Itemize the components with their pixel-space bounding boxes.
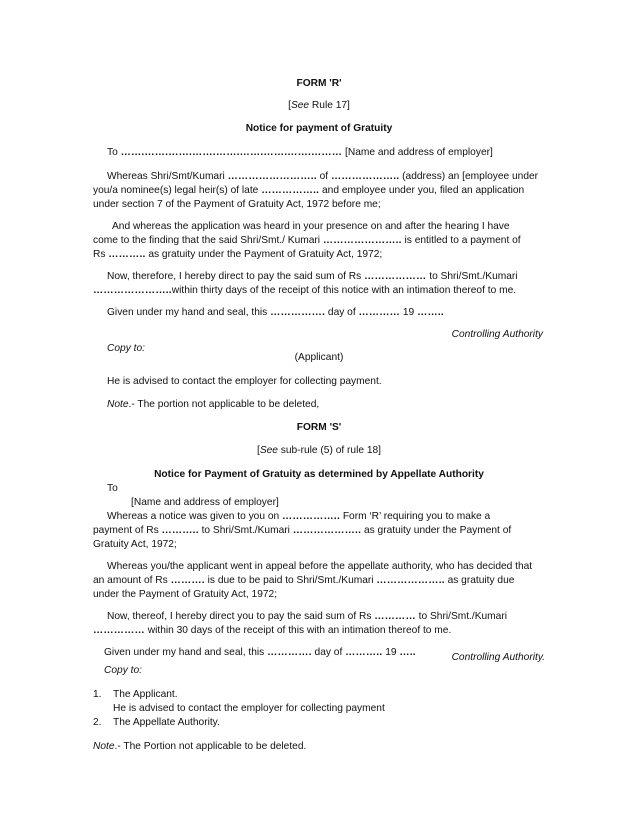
text: Now, therefore, I hereby direct to pay the said sum of Rs	[107, 271, 365, 282]
blank-dots: …..	[399, 647, 416, 658]
form-s-rule-ref: [See sub-rule (5) of rule 18]	[256, 445, 382, 456]
text: to Shri/Smt./Kumari	[198, 525, 293, 536]
blank-dots: …………………..	[93, 285, 172, 296]
form-s-to-name: [Name and address of employer]	[131, 497, 279, 508]
text: to Shri/Smt./Kumari	[426, 271, 518, 282]
blank-dots: ………………..	[376, 575, 445, 586]
list-item-1	[93, 688, 638, 703]
blank-dots: …………	[374, 611, 416, 622]
see-label: See	[290, 100, 310, 111]
form-r-p3-line2	[93, 284, 638, 299]
text: an amount of Rs	[93, 575, 171, 586]
blank-dots: ………………..	[292, 525, 362, 536]
form-r-to-line	[107, 146, 638, 161]
blank-dots: ………..	[345, 647, 383, 658]
to-suffix: [Name and address of employer]	[342, 147, 493, 158]
list-text: The Appellate Authority.	[113, 717, 220, 728]
form-r-heading: Notice for payment of Gratuity	[245, 123, 393, 134]
text: Whereas Shri/Smt/Kumari	[107, 171, 228, 182]
form-s-p3-line1	[107, 610, 638, 625]
text: of	[316, 171, 331, 182]
to-prefix: To	[107, 147, 121, 158]
form-s-given-line	[104, 646, 638, 661]
text: is due to be paid to Shri/Smt./Kumari	[204, 575, 377, 586]
form-r-controlling-authority: Controlling Authority	[451, 329, 543, 340]
form-r-p2-line3	[93, 248, 638, 263]
text: Rs	[93, 249, 109, 260]
form-s-p3-line2	[93, 624, 638, 639]
text: as gratuity under the Payment of	[361, 525, 512, 536]
form-s-p1-line1	[107, 510, 638, 525]
form-r-p2-line2	[93, 234, 638, 249]
note-text: .- The portion not applicable to be deleted,	[128, 399, 320, 410]
form-r-title: FORM 'R'	[296, 78, 342, 89]
form-s-title: FORM 'S'	[296, 422, 342, 433]
form-s-p1-line2	[93, 524, 638, 539]
text: to Shri/Smt./Kumari	[415, 611, 507, 622]
blank-dots: ……………..	[261, 185, 320, 196]
list-number: 2.	[93, 717, 102, 728]
blank-dots: ……………	[93, 625, 145, 636]
blank-dots: …….…….…….…….…….…….…….…….………	[120, 147, 343, 158]
text: Form ‘R’ requiring you to make a	[339, 511, 491, 522]
blank-dots: ………………	[364, 271, 427, 282]
form-r-copy-to: Copy to:	[107, 343, 145, 354]
text: Now, thereof, I hereby direct you to pay the said sum of Rs	[107, 611, 375, 622]
text: within thirty days of the receipt of this notice with an intimation thereof to me.	[171, 285, 517, 296]
form-s-copy-to: Copy to:	[104, 665, 142, 676]
blank-dots: …………………..	[322, 235, 402, 246]
list-number: 1.	[93, 689, 102, 700]
text: and employee under you, filed an application	[319, 185, 525, 196]
text: day of	[311, 647, 346, 658]
form-s-p2-line2	[93, 574, 638, 589]
blank-dots: ……..	[417, 307, 444, 318]
form-r-p1-line1	[107, 170, 638, 185]
text: within 30 days of the receipt of this with an intimation thereof to me.	[144, 625, 452, 636]
text: Whereas a notice was given to you on	[107, 511, 282, 522]
blank-dots: ………………..	[330, 171, 400, 182]
text: Given under my hand and seal, this	[107, 307, 271, 318]
form-s-p2-line1: Whereas you/the applicant went in appeal before the appellate authority, who has decided that	[107, 561, 533, 572]
list-item-1-sub: He is advised to contact the employer for collecting payment	[113, 703, 385, 714]
form-r-p2-line1: And whereas the application was heard in your presence on and after the hearing I have	[112, 221, 510, 232]
text: as gratuity due	[444, 575, 515, 586]
text: Given under my hand and seal, this	[104, 647, 268, 658]
text: 19	[400, 307, 418, 318]
blank-dots: ………..	[161, 525, 199, 536]
see-label: See	[259, 445, 278, 456]
text: payment of Rs	[93, 525, 162, 536]
form-r-note	[107, 398, 638, 413]
form-r-given-line	[107, 306, 638, 321]
note-text: .- The Portion not applicable to be deleted.	[114, 741, 307, 752]
form-r-advised: He is advised to contact the employer for collecting payment.	[107, 376, 382, 387]
note-label: Note	[93, 741, 115, 752]
list-text: The Applicant.	[113, 689, 178, 700]
form-s-note	[93, 740, 638, 755]
blank-dots: ……………..	[281, 511, 340, 522]
text: (address) an [employee under	[399, 171, 539, 182]
form-r-applicant: (Applicant)	[294, 352, 344, 363]
note-label: Note	[107, 399, 129, 410]
form-s-to: To	[107, 483, 118, 494]
rule-text: Rule 17]	[309, 100, 350, 111]
text: come to the finding that the said Shri/Smt./ Kumari	[93, 235, 323, 246]
text: as gratuity under the Payment of Gratuity Act, 1972;	[145, 249, 383, 260]
blank-dots: …………….	[270, 307, 326, 318]
form-s-p1-line3: Gratuity Act, 1972;	[93, 539, 177, 550]
form-r-p1-line2	[93, 184, 638, 199]
form-s-p2-line3: under the Payment of Gratuity Act, 1972;	[93, 589, 278, 600]
blank-dots: …………	[358, 307, 401, 318]
blank-dots: ………..	[108, 249, 146, 260]
blank-dots: ……………………..	[227, 171, 317, 182]
blank-dots: ……….	[170, 575, 205, 586]
list-item-2	[93, 716, 638, 731]
blank-dots: ………….	[267, 647, 312, 658]
text: 19	[382, 647, 400, 658]
form-r-rule-ref: [See Rule 17]	[288, 100, 350, 111]
rule-text: sub-rule (5) of rule 18]	[277, 445, 382, 456]
form-s-heading: Notice for Payment of Gratuity as determined by Appellate Authority	[154, 469, 484, 480]
text: day of	[325, 307, 359, 318]
text: you/a nominee(s) legal heir(s) of late	[93, 185, 262, 196]
text: is entitled to a payment of	[401, 235, 521, 246]
form-s-controlling-authority: Controlling Authority.	[451, 652, 545, 663]
form-r-p3-line1	[107, 270, 638, 285]
form-r-p1-line3: under section 7 of the Payment of Gratuity Act, 1972 before me;	[93, 199, 381, 210]
